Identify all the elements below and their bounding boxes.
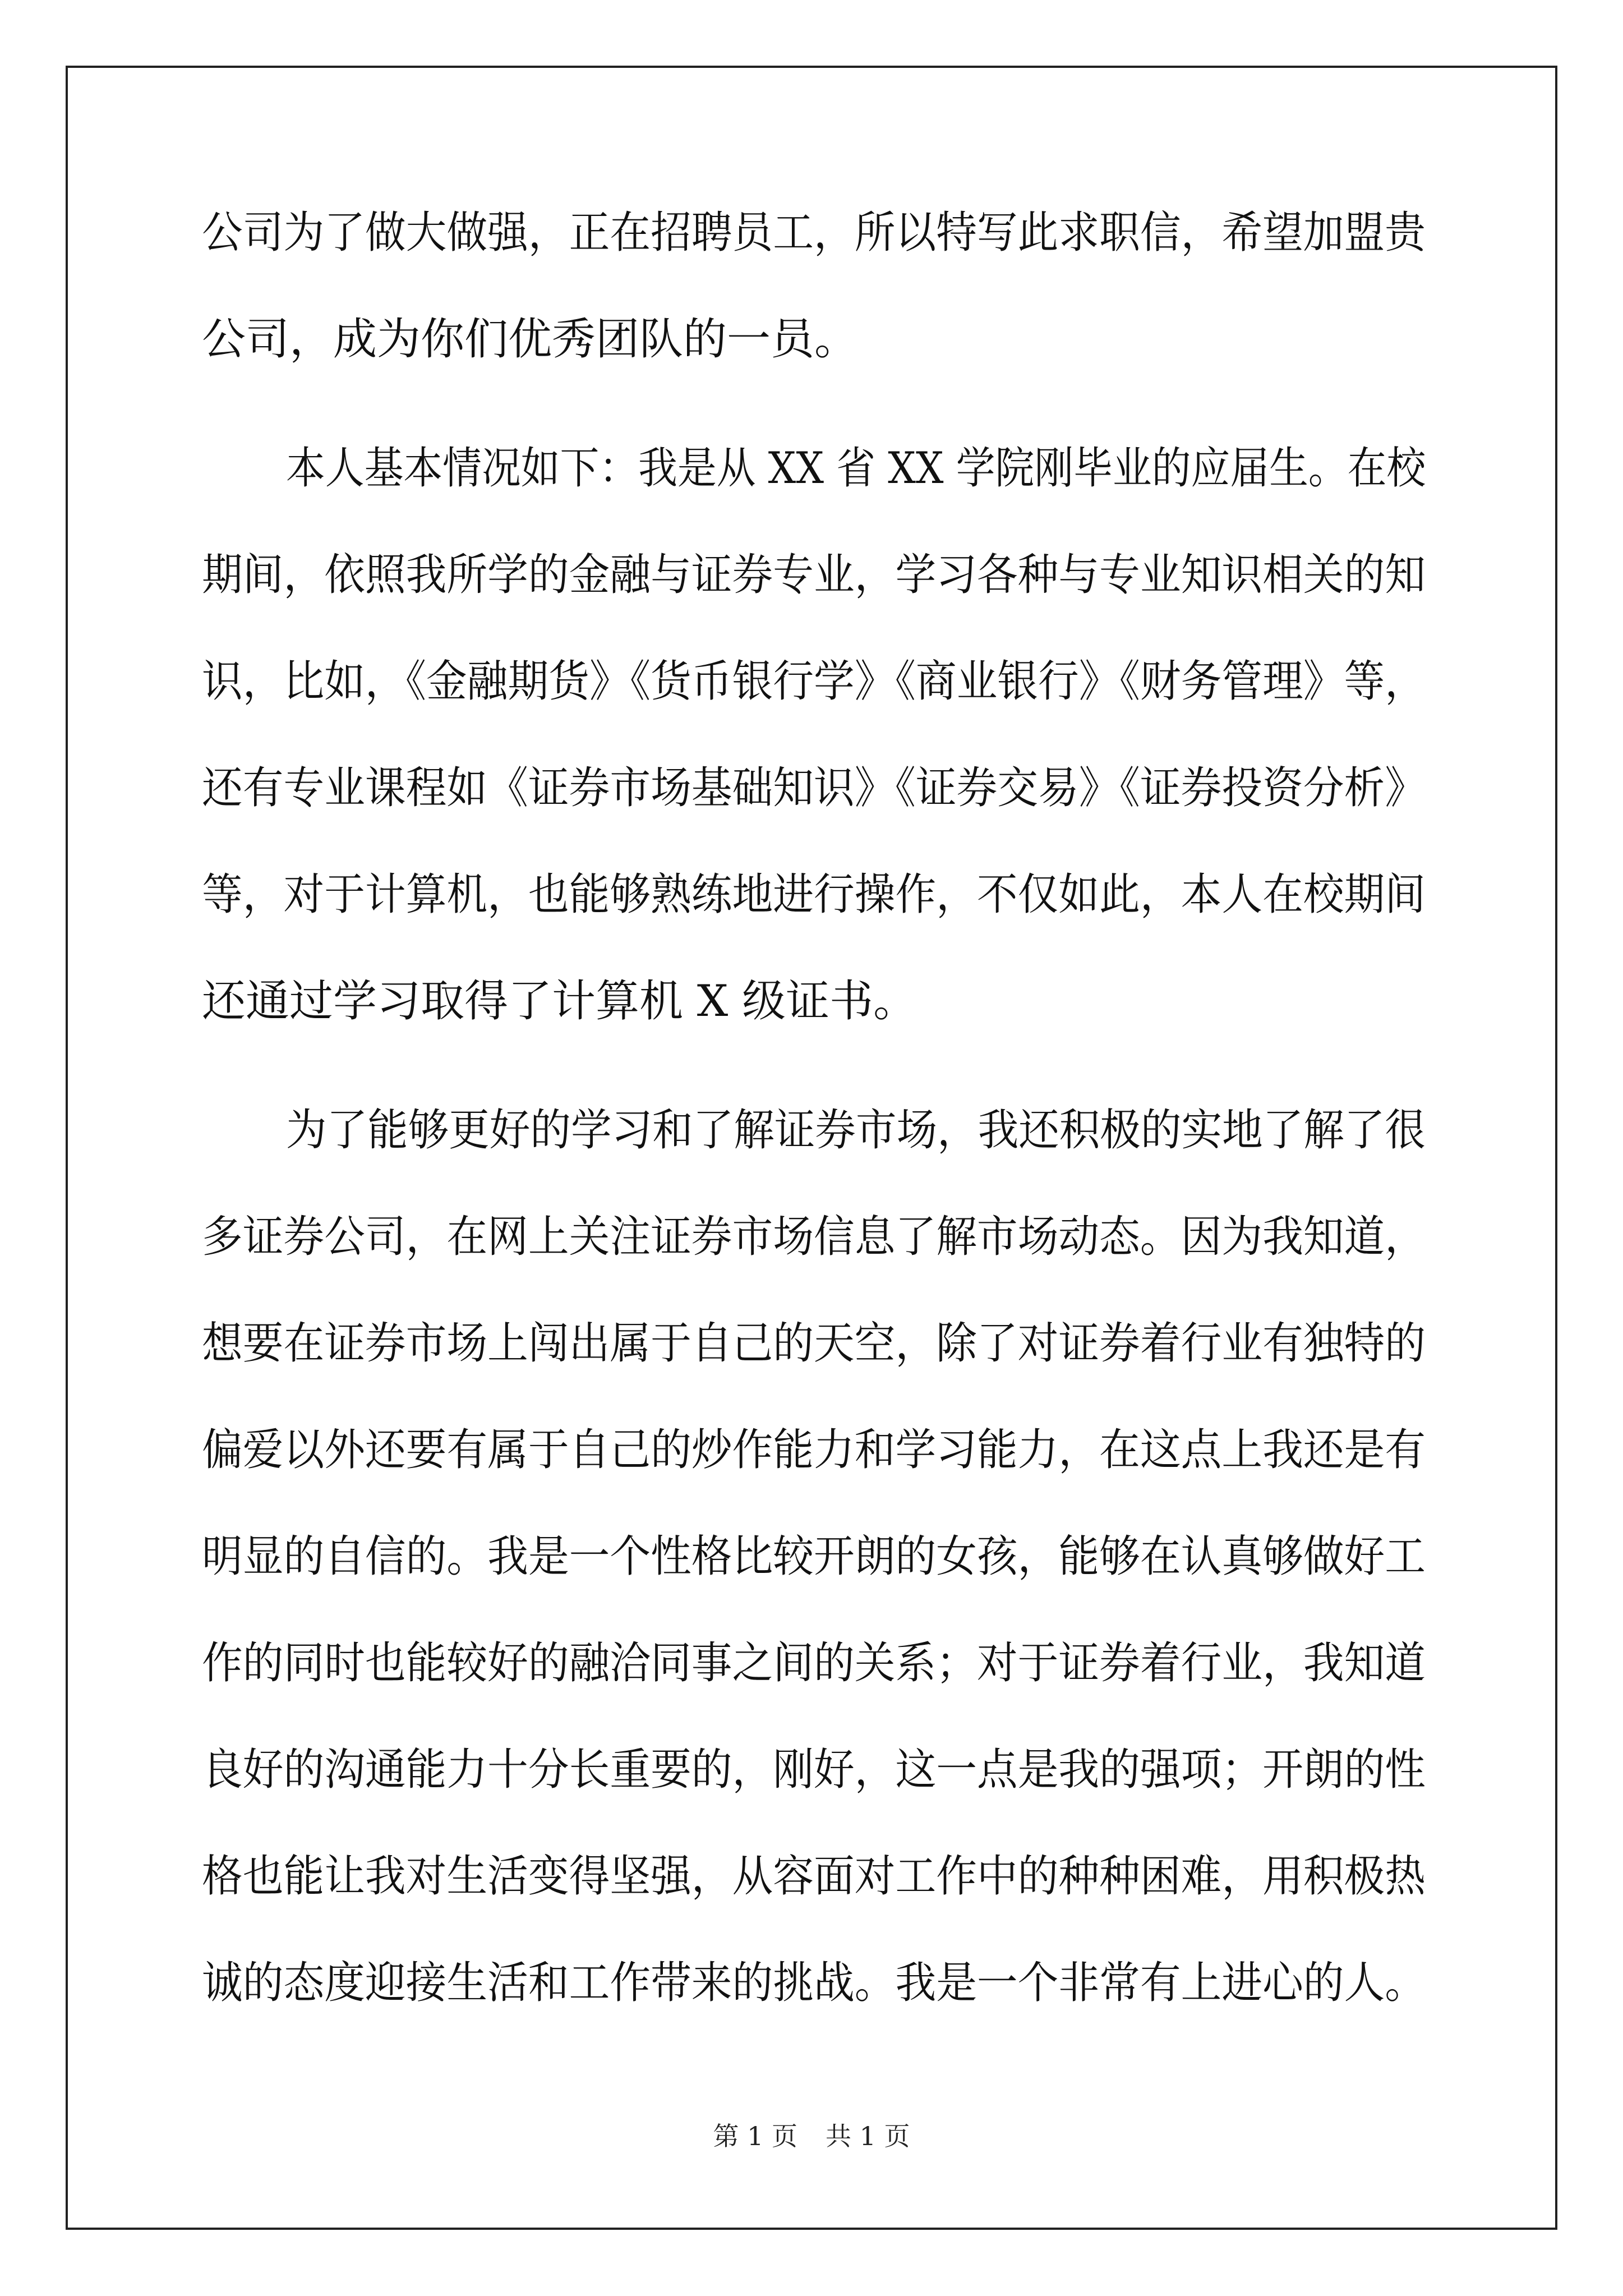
text-line: 还有专业课程如《证券市场基础知识》《证券交易》《证券投资分析》: [202, 763, 1426, 813]
text-line: 等，对于计算机，也能够熟练地进行操作，不仅如此，本人在校期间: [202, 869, 1426, 920]
text-line: 多证券公司，在网上关注证券市场信息了解市场动态。因为我知道，: [202, 1212, 1426, 1262]
text-line: 为了能够更好的学习和了解证券市场，我还积极的实地了解了很: [286, 1105, 1426, 1156]
text-line: 良好的沟通能力十分长重要的，刚好，这一点是我的强项；开朗的性: [202, 1745, 1426, 1795]
page-footer: [0, 2120, 1623, 2152]
text-line: 公司，成为你们优秀团队的一员。: [202, 314, 859, 365]
text-line: 偏爱以外还要有属于自己的炒作能力和学习能力，在这点上我还是有: [202, 1425, 1426, 1475]
page-total: 共 1 页: [826, 2121, 910, 2151]
text-line: 诚的态度迎接生活和工作带来的挑战。我是一个非常有上进心的人。: [202, 1958, 1426, 2008]
text-line: 明显的自信的。我是一个性格比较开朗的女孩，能够在认真够做好工: [202, 1531, 1426, 1582]
page-number: 第 1 页: [713, 2121, 797, 2151]
text-line: 期间，依照我所学的金融与证券专业，学习各种与专业知识相关的知: [202, 550, 1426, 600]
text-line: 格也能让我对生活变得坚强，从容面对工作中的种种困难，用积极热: [202, 1851, 1426, 1902]
text-line: 本人基本情况如下：我是从 XX 省 XX 学院刚毕业的应届生。在校: [286, 443, 1426, 494]
text-line: 公司为了做大做强，正在招聘员工，所以特写此求职信，希望加盟贵: [202, 208, 1426, 258]
text-line: 还通过学习取得了计算机 X 级证书。: [202, 976, 917, 1027]
text-line: 识，比如，《金融期货》《货币银行学》《商业银行》《财务管理》等，: [202, 656, 1426, 707]
text-line: 作的同时也能较好的融洽同事之间的关系；对于证券着行业，我知道: [202, 1638, 1426, 1688]
text-line: 想要在证券市场上闯出属于自己的天空，除了对证券着行业有独特的: [202, 1318, 1426, 1369]
